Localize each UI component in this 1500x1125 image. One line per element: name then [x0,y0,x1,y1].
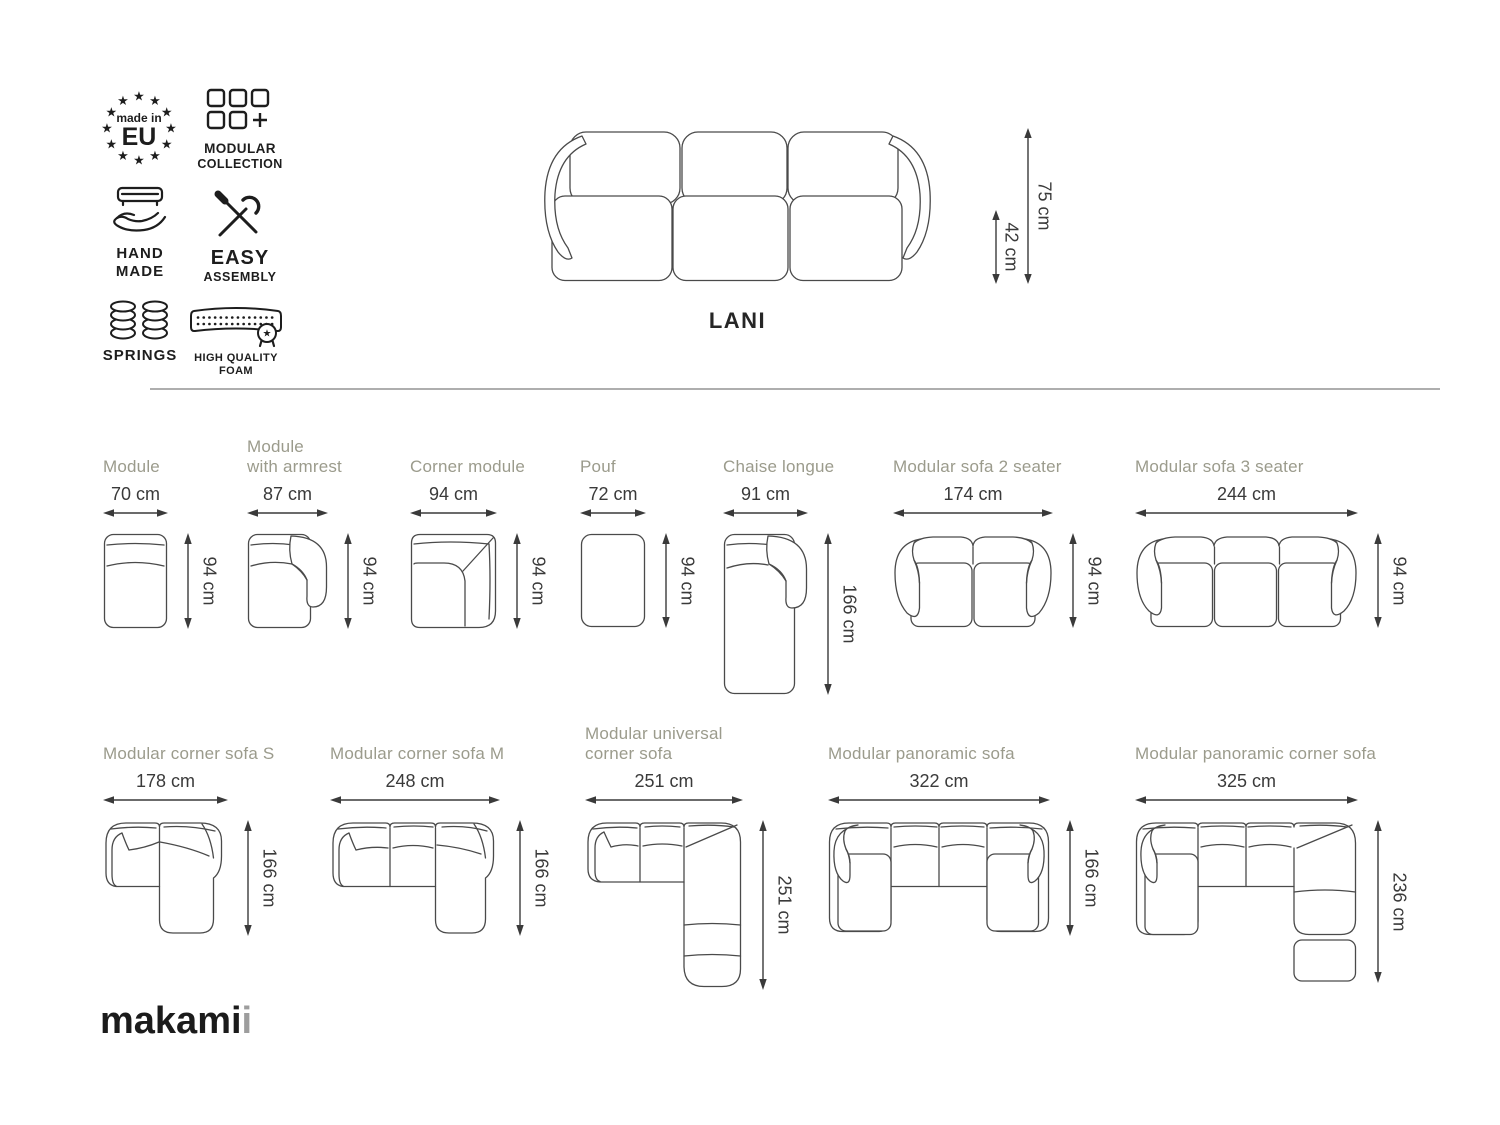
depth-dimension [822,533,868,695]
handmade-label-1: HAND [116,245,164,262]
springs-label: SPRINGS [102,347,178,364]
width-label: 72 cm [588,484,638,504]
module-title [828,719,1110,765]
logo-black: makami [100,1000,242,1042]
module-title-line1: Modular panoramic corner sofa [1135,744,1377,764]
eu-made-in-text: made in [116,111,162,125]
module-title-line1: Modular sofa 3 seater [1135,457,1304,477]
width-label: 70 cm [110,484,161,504]
depth-label: 236 cm [1389,871,1410,932]
foam-label-1: HIGH QUALITY [194,352,278,364]
easy-label-1: EASY [210,247,270,269]
module-title [580,432,706,478]
svg-text:★: ★ [165,120,177,136]
width-dimension [330,771,500,806]
depth-arrow [342,533,354,629]
width-dimension [1135,484,1358,519]
module-title [1135,719,1418,765]
module-card-modular-universal-corner-sofa [585,719,803,995]
svg-text:★: ★ [117,92,129,108]
width-arrow [410,507,497,519]
module-title [247,432,388,478]
divider-line [150,388,1440,390]
depth-arrow [1372,820,1384,983]
depth-arrow [1064,820,1076,936]
width-dimension [828,771,1050,806]
module-title-line1: Pouf [580,457,616,477]
module-title-line2: corner sofa [585,744,673,764]
module-title-line1: Module [103,457,160,477]
module-title [103,432,228,478]
width-label: 251 cm [634,771,694,791]
width-label: 91 cm [740,484,791,504]
width-dimension [1135,771,1358,806]
badge-hand-made [98,186,182,282]
depth-label: 166 cm [531,848,552,908]
module-title-line2: with armrest [247,457,342,477]
width-label: 174 cm [943,484,1003,504]
depth-dimension [182,533,228,629]
depth-arrow [822,533,834,695]
depth-dimension [757,820,803,990]
module-card-modular-panoramic-corner-sofa [1135,719,1418,988]
depth-arrow [1067,533,1079,628]
badge-made-in-eu [96,82,182,174]
width-arrow [585,794,743,806]
width-arrow [1135,507,1358,519]
seat-height-label: 42 cm [1001,222,1022,272]
depth-label: 94 cm [359,556,380,606]
badge-high-quality-foam [186,303,286,379]
depth-label: 94 cm [1389,555,1410,606]
svg-text:★: ★ [149,92,161,108]
modular-corner-sofa-s-drawing [103,820,228,941]
width-arrow [330,794,500,806]
depth-arrow [1372,533,1384,628]
module-title [723,432,868,478]
depth-label: 94 cm [1084,555,1105,606]
module-title-line1: Modular corner sofa M [330,744,505,764]
width-arrow [103,794,228,806]
depth-arrow [182,533,194,629]
width-dimension [103,484,168,519]
easy-label-2: ASSEMBLY [203,270,277,285]
depth-dimension [1067,533,1113,628]
width-label: 244 cm [1216,484,1277,504]
width-dimension [723,484,808,519]
depth-arrow [514,820,526,936]
module-card-chaise-longue [723,432,868,700]
module-title-line1: Modular universal [585,723,723,743]
product-name: LANI [708,308,767,333]
depth-dimension [511,533,557,629]
modular-label-2: COLLECTION [197,157,283,172]
module-drawing [103,533,168,634]
chaise-longue-drawing [723,533,808,700]
depth-dimension [1372,533,1418,628]
svg-text:★: ★ [105,104,118,120]
module-title [330,719,560,765]
eu-text: EU [121,123,157,151]
hand-sofa-icon [108,186,172,240]
foam-label-2: FOAM [219,365,253,378]
brand-logo [100,1000,252,1043]
depth-dimension [660,533,706,628]
sofa-front-drawing [540,130,935,287]
svg-text:★: ★ [160,104,173,120]
module-card-modular-panoramic-sofa [828,719,1110,941]
overall-height-label: 75 cm [1034,181,1055,231]
width-label: 322 cm [909,771,969,791]
modular-sofa-2-seater-drawing [893,533,1053,633]
module-with-armrest-drawing [247,533,328,634]
logo-gray: i [241,1000,253,1042]
depth-label: 166 cm [259,848,280,908]
width-arrow [247,507,328,519]
foam-icon [188,303,284,349]
depth-dimension [242,820,288,936]
width-arrow [1135,794,1358,806]
width-dimension [247,484,328,519]
module-card-modular-corner-sofa-s [103,719,288,941]
width-dimension [585,771,743,806]
modular-label-1: MODULAR [204,141,276,156]
module-title-line1: Chaise longue [723,457,835,477]
width-dimension [893,484,1053,519]
module-card-pouf [580,432,706,633]
eu-stars-icon [97,82,181,174]
module-title [893,432,1113,478]
module-card-modular-sofa-2-seater [893,432,1113,633]
width-arrow [723,507,808,519]
modular-grid-icon [204,88,276,136]
modular-panoramic-corner-sofa-drawing [1135,820,1358,988]
modular-panoramic-sofa-drawing [828,820,1050,941]
badge-easy-assembly [192,190,288,286]
module-title [103,719,288,765]
svg-text:★: ★ [105,136,118,152]
depth-label: 94 cm [199,556,220,606]
width-dimension [410,484,497,519]
modular-universal-corner-sofa-drawing [585,820,743,995]
width-label: 87 cm [262,484,313,504]
svg-text:★: ★ [101,120,113,136]
tools-icon [210,190,270,242]
modular-sofa-3-seater-drawing [1135,533,1358,633]
depth-arrow [757,820,769,990]
svg-text:★: ★ [117,148,129,164]
depth-dimension [342,533,388,629]
module-title-line1: Module [247,436,304,456]
depth-arrow [242,820,254,936]
width-label: 178 cm [135,771,196,791]
handmade-label-2: MADE [115,263,165,281]
module-title-line1: Corner module [410,457,526,477]
module-card-module-with-armrest [247,432,388,634]
depth-dimension [514,820,560,936]
module-title [1135,432,1418,478]
width-dimension [103,771,228,806]
depth-label: 94 cm [528,556,549,606]
depth-label: 166 cm [1081,848,1102,908]
depth-arrow [660,533,672,628]
module-card-modular-sofa-3-seater [1135,432,1418,633]
module-title-line1: Modular sofa 2 seater [893,457,1062,477]
width-label: 325 cm [1216,771,1277,791]
modular-corner-sofa-m-drawing [330,820,500,941]
svg-text:★: ★ [133,88,145,104]
width-dimension [580,484,646,519]
pouf-drawing [580,533,646,633]
depth-dimension [1064,820,1110,936]
width-arrow [103,507,168,519]
depth-label: 251 cm [774,875,795,935]
depth-arrow [511,533,523,629]
depth-label: 166 cm [839,584,860,644]
width-arrow [828,794,1050,806]
svg-text:★: ★ [149,148,161,164]
badge-springs [98,300,182,365]
width-arrow [580,507,646,519]
depth-label: 94 cm [677,555,698,606]
springs-icon [108,300,172,342]
module-card-module [103,432,228,634]
width-label: 94 cm [428,484,479,504]
corner-module-drawing [410,533,497,634]
module-title-line1: Modular panoramic sofa [828,744,1015,764]
width-arrow [893,507,1053,519]
module-title-line1: Modular corner sofa S [103,744,275,764]
module-title [410,432,557,478]
module-card-corner-module [410,432,557,634]
depth-dimension [1372,820,1418,983]
badge-modular-collection [196,88,284,173]
module-title [585,719,803,765]
svg-text:★: ★ [160,136,173,152]
width-label: 248 cm [385,771,445,791]
overall-height-arrow [1022,128,1034,284]
svg-text:★: ★ [262,328,272,340]
svg-text:★: ★ [133,152,145,168]
module-card-modular-corner-sofa-m [330,719,560,941]
